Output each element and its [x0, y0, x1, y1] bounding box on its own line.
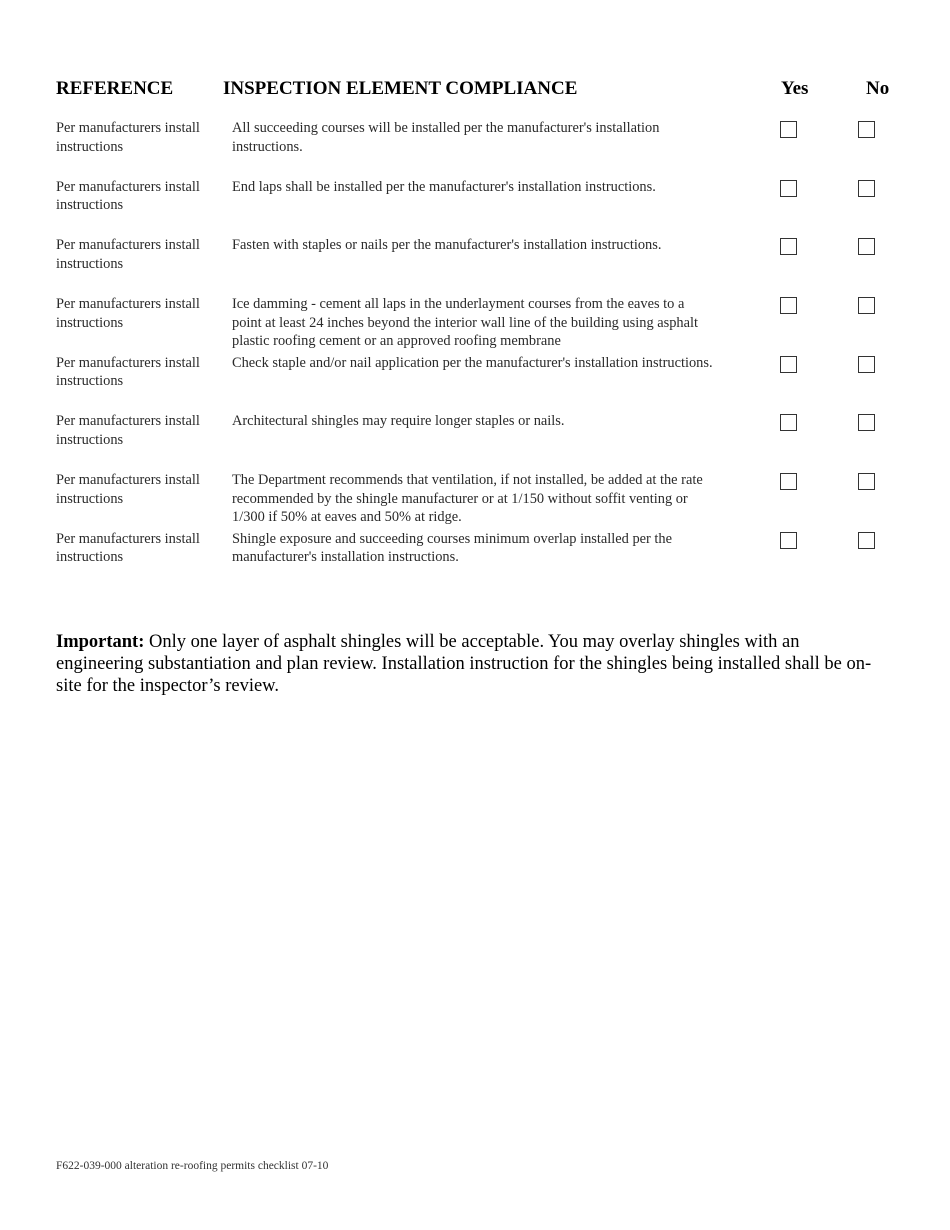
no-checkbox[interactable] [858, 414, 875, 431]
yes-checkbox[interactable] [780, 532, 797, 549]
important-text: Only one layer of asphalt shingles will be acceptable. You may overlay shingles with an engineering substantiation and plan review. Installation instruction for the shingles being installed shall be on-site for the inspector’s review. [56, 632, 872, 696]
reference-cell: Per manufacturers install instructions [56, 354, 200, 390]
reference-cell: Per manufacturers install instructions [56, 530, 200, 566]
column-header-no: No [866, 78, 890, 99]
inspection-element-cell: The Department recommends that ventilation, if not installed, be added at the rate recommended by the shingle manufacturer or at 1/150 without soffit venting or 1/300 if 50% at eaves and 50% at ridge. [232, 472, 703, 526]
yes-checkbox[interactable] [780, 414, 797, 431]
yes-checkbox[interactable] [780, 297, 797, 314]
no-checkbox[interactable] [858, 532, 875, 549]
checklist-row [0, 178, 950, 237]
inspection-element-cell: Check staple and/or nail application per the manufacturer's installation instructions. [232, 354, 713, 371]
important-label: Important: [56, 632, 145, 652]
checklist-row [0, 530, 950, 589]
no-checkbox[interactable] [858, 473, 875, 490]
checklist-row [0, 119, 950, 178]
yes-checkbox[interactable] [780, 180, 797, 197]
column-header-yes: Yes [781, 78, 809, 99]
checklist-row [0, 295, 950, 354]
checklist-table [0, 119, 950, 589]
no-checkbox[interactable] [858, 121, 875, 138]
reference-cell: Per manufacturers install instructions [56, 472, 200, 507]
inspection-element-cell: End laps shall be installed per the manufacturer's installation instructions. [232, 178, 656, 195]
no-checkbox[interactable] [858, 356, 875, 373]
yes-checkbox[interactable] [780, 356, 797, 373]
yes-checkbox[interactable] [780, 473, 797, 490]
reference-cell: Per manufacturers install instructions [56, 120, 200, 155]
reference-cell: Per manufacturers install instructions [56, 413, 200, 448]
yes-checkbox[interactable] [780, 238, 797, 255]
no-checkbox[interactable] [858, 297, 875, 314]
no-checkbox[interactable] [858, 180, 875, 197]
reference-cell: Per manufacturers install instructions [56, 178, 200, 214]
inspection-element-cell: Fasten with staples or nails per the manufacturer's installation instructions. [232, 237, 662, 254]
column-header-reference: REFERENCE [56, 78, 174, 99]
inspection-element-cell: Ice damming - cement all laps in the underlayment courses from the eaves to a point at least 24 inches beyond the interior wall line of the building using asphalt plastic roofing cement or an approved roofing membrane [232, 296, 699, 350]
inspection-element-cell: All succeeding courses will be installed per the manufacturer's installation instructions. [232, 120, 660, 155]
reference-cell: Per manufacturers install instructions [56, 237, 200, 272]
form-footer: F622-039-000 alteration re-roofing permits checklist 07-10 [56, 1160, 329, 1172]
checklist-row [0, 412, 950, 471]
important-note [56, 631, 886, 697]
reference-cell: Per manufacturers install instructions [56, 296, 200, 331]
checklist-row [0, 471, 950, 530]
checklist-row [0, 236, 950, 295]
no-checkbox[interactable] [858, 238, 875, 255]
inspection-element-cell: Architectural shingles may require longer staples or nails. [232, 413, 565, 430]
inspection-element-cell: Shingle exposure and succeeding courses minimum overlap installed per the manufacturer's installation instructions. [232, 530, 672, 566]
checklist-row [0, 354, 950, 413]
yes-checkbox[interactable] [780, 121, 797, 138]
column-header-inspection: INSPECTION ELEMENT COMPLIANCE [223, 78, 578, 99]
